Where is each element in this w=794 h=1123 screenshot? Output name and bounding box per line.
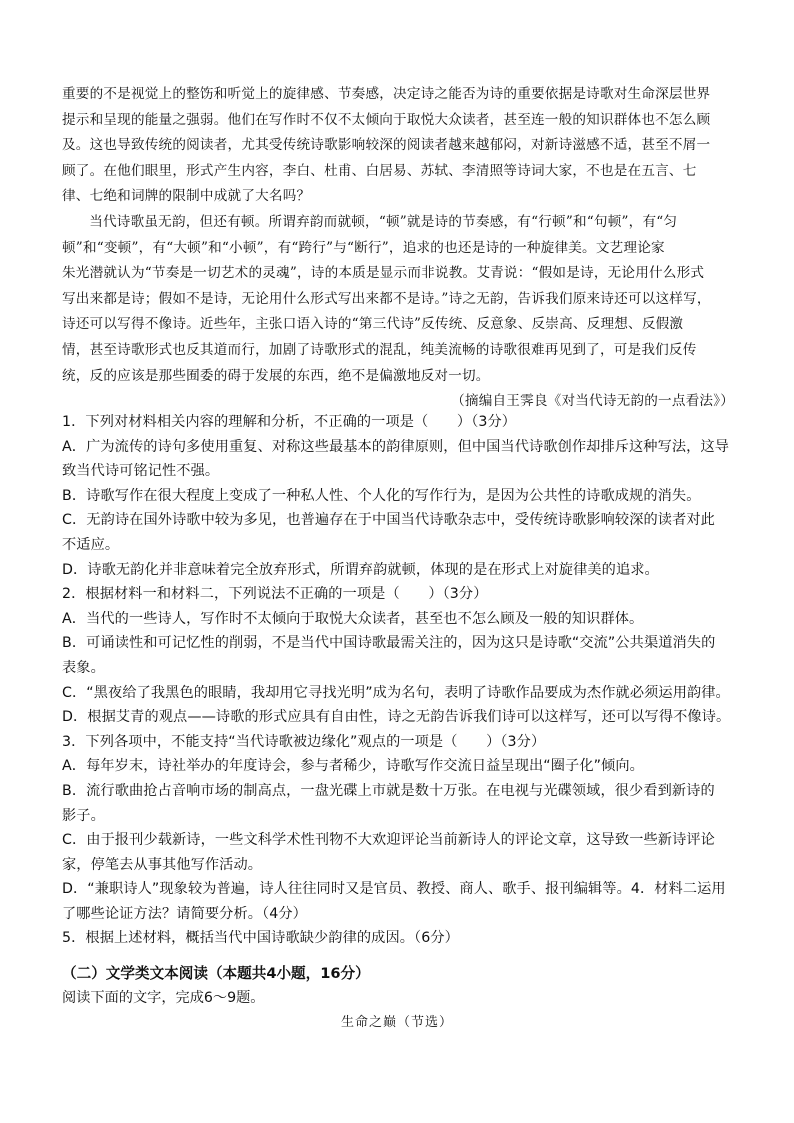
option-line: 家，停笔去从事其他写作活动。: [62, 856, 263, 873]
text-line: 顿”和“变顿”，有“大顿”和“小顿”，有“跨行”与“断行”，追求的也还是诗的一种旋律美。文艺理论家: [62, 239, 665, 256]
text-line: 提示和呈现的能量之强弱。他们在写作时不仅不太倾向于取悦大众读者，甚至连一般的知识群体也不怎么顾: [62, 111, 711, 128]
question-list: [62, 410, 734, 951]
option-line: D．根据艾青的观点——诗歌的形式应具有自由性，诗之无韵告诉我们诗可以这样写，还可以写得不像诗。: [62, 709, 731, 726]
option-line: C．无韵诗在国外诗歌中较为多见，也普遍存在于中国当代诗歌杂志中，受传统诗歌影响较深的读者对此: [62, 512, 715, 529]
reading-material: [62, 82, 734, 415]
question-2-option-d: [62, 705, 734, 730]
question-2-option-b: [62, 631, 734, 680]
option-line: A．每年岁末，诗社举办的年度诗会，参与者稀少，诗歌写作交流日益呈现出“圈子化”倾向。: [62, 758, 644, 775]
question-2-option-c: [62, 681, 734, 706]
option-line: 影子。: [62, 807, 105, 824]
question-5-stem: 5．根据上述材料，概括当代中国诗歌缺少韵律的成因。（6分）: [62, 930, 459, 947]
question-1-option-b: [62, 484, 734, 509]
question-1-stem: 1．下列对材料相关内容的理解和分析，不正确的一项是（ ）（3分）: [62, 414, 517, 430]
option-line: 表象。: [62, 659, 105, 676]
passage-title: 生命之巅（节选）: [340, 1015, 453, 1030]
option-line: D．诗歌无韵化并非意味着完全放弃形式，所谓弃韵就顿，体现的是在形式上对旋律美的追求。: [62, 561, 659, 578]
option-line: 了哪些论证方法？请简要分析。（4分）: [62, 905, 307, 922]
text-line: 统，反的应该是那些囿委的碍于发展的东西，绝不是偏激地反对一切。: [62, 367, 490, 384]
question-3-option-c: [62, 828, 734, 877]
question-1-option-c: [62, 508, 734, 557]
option-line: B．流行歌曲抢占音响市场的制高点，一盘光碟上市就是数十万张。在电视与光碟领域，很少看到新诗的: [62, 782, 715, 799]
text-line: 写出来都是诗；假如不是诗，无论用什么形式写出来都不是诗。”诗之无韵，告诉我们原来诗还可以这样写，: [62, 290, 711, 307]
material-paragraph-2: [62, 210, 734, 389]
text-line: 及。这也导致传统的阅读者，尤其受传统诗歌影响较深的阅读者越来越郁闷，对新诗滋感不适，甚至不屑一: [62, 137, 711, 154]
option-line: B．诗歌写作在很大程度上变成了一种私人性、个人化的写作行为，是因为公共性的诗歌成规的消失。: [62, 487, 701, 504]
option-line: C．“黑夜给了我黑色的眼睛，我却用它寻找光明”成为名句，表明了诗歌作品要成为杰作就必须运用韵律。: [62, 684, 730, 701]
section-heading: （二）文学类文本阅读（本题共4小题，16分）: [62, 965, 370, 982]
text-line: 当代诗歌虽无韵，但还有顿。所谓弃韵而就顿，“顿”就是诗的节奏感，有“行顿”和“句顿”，有“匀: [89, 213, 678, 230]
reading-instruction: 阅读下面的文字，完成6～9题。: [62, 990, 265, 1006]
question-3-option-a: [62, 754, 734, 779]
question-3-option-b: [62, 779, 734, 828]
text-line: 诗还可以写得不像诗。近些年，主张口语入诗的“第三代诗”反传统、反意象、反崇高、反理想、反假激: [62, 316, 684, 333]
question-1-option-d: [62, 558, 734, 583]
option-line: D．“兼职诗人”现象较为普遍，诗人往往同时又是官员、教授、商人、歌手、报刊编辑等。4．材料二运用: [62, 881, 726, 898]
option-line: B．可诵读性和可记忆性的削弱，不是当代中国诗歌最需关注的，因为这只是诗歌“交流”公共渠道消失的: [62, 635, 716, 652]
option-line: A．广为流传的诗句多使用重复、对称这些最基本的韵律原则，但中国当代诗歌创作却排斥这种写法，这导: [62, 438, 730, 455]
question-2-option-a: [62, 607, 734, 632]
question-3-option-d: [62, 877, 734, 926]
source-citation: （摘编自王霁良《对当代诗无韵的一点看法》）: [451, 393, 734, 410]
option-line: 不适应。: [62, 536, 120, 553]
option-line: A．当代的一些诗人，写作时不太倾向于取悦大众读者，甚至也不怎么顾及一般的知识群体。: [62, 610, 644, 627]
text-line: 朱光潜就认为“节奏是一切艺术的灵魂”，诗的本质是显示而非说教。艾青说：“假如是诗，无论用什么形式: [62, 265, 705, 282]
question-1-option-a: [62, 435, 734, 484]
option-line: 致当代诗可铭记性不强。: [62, 463, 220, 480]
option-line: C．由于报刊少载新诗，一些文科学术性刊物不大欢迎评论当前新诗人的评论文章，这导致一些新诗评论: [62, 832, 715, 849]
text-line: 律、七绝和词牌的限制中成就了大名吗？: [62, 188, 311, 205]
question-2-stem: 2．根据材料一和材料二，下列说法不正确的一项是（ ）（3分）: [62, 586, 488, 603]
text-line: 情，甚至诗歌形式也反其道而行，加剧了诗歌形式的混乱，纯美流畅的诗歌很难再见到了，可是我们反传: [62, 341, 697, 358]
text-line: 顾了。在他们眼里，形式产生内容，李白、杜甫、白居易、苏轼、李清照等诗词大家，不也是在五言、七: [62, 162, 697, 179]
question-3-stem: 3．下列各项中，不能支持“当代诗歌被边缘化”观点的一项是（ ）（3分）: [62, 733, 546, 750]
text-line: 重要的不是视觉上的整饬和听觉上的旋律感、节奏感，决定诗之能否为诗的重要依据是诗歌对生命深层世界: [62, 86, 711, 102]
material-paragraph-1: [62, 82, 734, 210]
